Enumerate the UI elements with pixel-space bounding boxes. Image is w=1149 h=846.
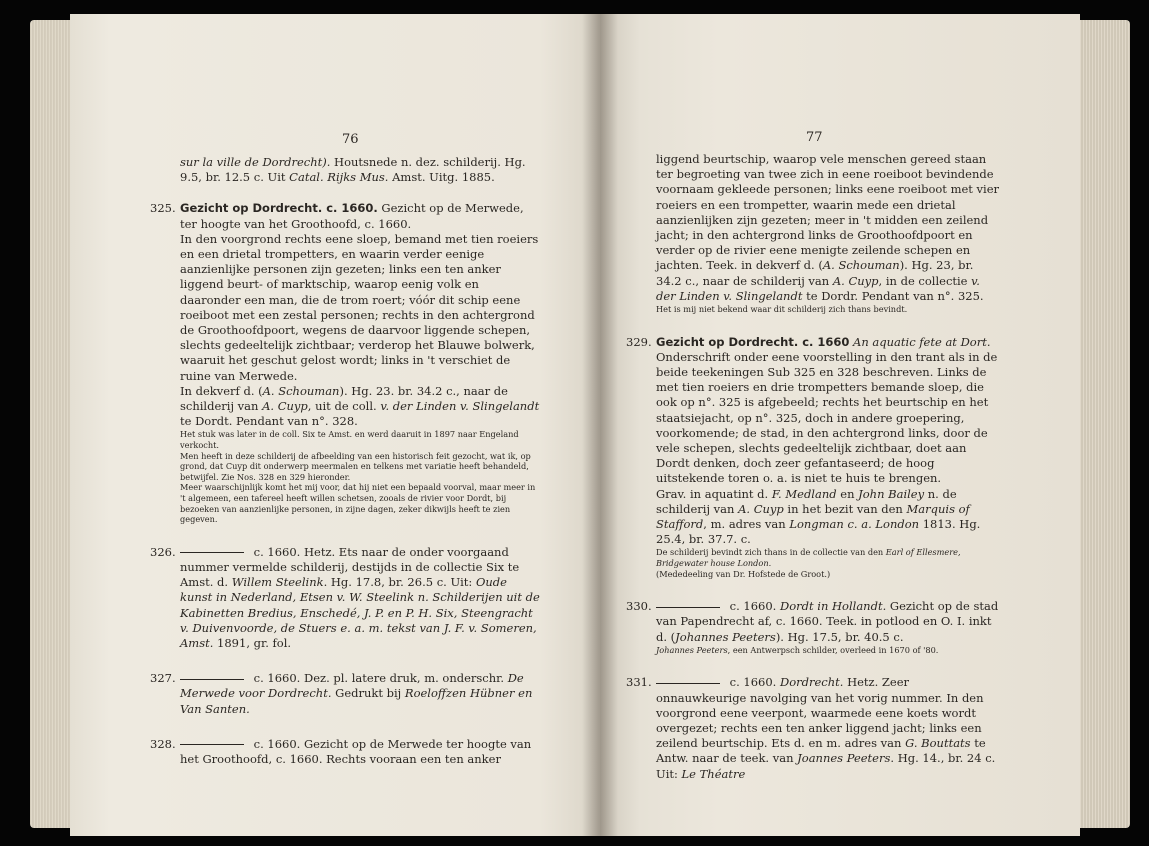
entry-number: 330. [626,599,652,614]
entry-heading: Gezicht op Dordrecht. c. 1660 [656,334,850,349]
continuation-text: liggend beurtschip, waarop vele menschen gereed staan ter begroeting van twee zich in eene roeiboot bevindende voornaam gekleede personen; links eene roeiboot met vier roeiers en een trompetter, waarin mede een drietal aanzienlijken zijn gezeten; meer in 't midden een zeilend jacht; in den achtergrond links de Groothoofdpoort en verder op de rivier eene menigte zeilende schepen en jachten. Teek. in dekverf d. (A. Schouman). Hg. 23, br. 34.2 c., naar de schilderij van A. Cuyp, in de collectie v. der Linden v. Slingelandt te Dordr. Pendant van n°. 325. [656,152,1000,303]
footnote: Meer waarschijnlijk komt het mij voor, dat hij niet een bepaald voorval, maar meer in 't algemeen, een tafereel heeft willen schetsen, zooals de rivier voor Dordt, bij bezoeken van aanzienlijke personen, in zijne dagen, zeker dikwijls heeft te zien gegeven. [180,482,536,525]
footnote: (Mededeeling van Dr. Hofstede de Groot.) [656,568,831,579]
entry-body: In den voorgrond rechts eene sloep, bemand met tien roeiers en een drietal trompetters, en waarin verder eenige aanzienlijke personen zijn gezeten; links een ten anker liggend beurt- of marktschip, waarop eenig volk en daaronder een man, die de trom roert; vóór dit schip eene roeiboot met een zestal personen; rechts in den achtergrond de Groothoofdpoort, wegens de daarvoor liggende schepen, slechts gedeeltelijk zichtbaar; verderop het Blauwe bolwerk, waaruit het geschut gelost wordt; links in 't verschiet de ruine van Merwede. [180,231,539,383]
ditto-dash [180,679,244,680]
right-column [626,152,1000,782]
page-number-right: 77 [806,130,823,145]
entry-329: 329. Gezicht op Dordrecht. c. 1660 An aquatic fete at Dort. Onderschrift onder eene voorstelling in den trant als in de beide teekeningen Sub 325 en 328 beschreven. Links de met tien roeiers en drie trompetters bemande sloep, die ook op n°. 325 is afgebeeld; rechts het beurtschip en het staatsiejacht, op n°. 325, doch in andere groepering, voorkomende; de stad, in den achtergrond links, door de vele schepen, slechts gedeeltelijk zichtbaar, doet aan Dordt denken, doch zeer gefantaseerd; de hoog uitstekende toren o. a. is niet te huis te brengen. Grav. in aquatint d. F. Medland en John Bailey n. de schilderij van A. Cuyp in het bezit van den Marquis of Stafford, m. adres van Longman c. a. London 1813. Hg. 25.4, br. 37.7. c. De schilderij bevindt zich thans in de collectie van den Earl of Ellesmere, Bridgewater house London. (Mededeeling van Dr. Hofstede de Groot.) [656,335,1000,580]
right-page [600,14,1080,836]
entry-number: 331. [626,675,652,690]
entry-328: 328. c. 1660. Gezicht op de Merwede ter hoogte van het Groothoofd, c. 1660. Rechts vooraan een ten anker [150,736,532,767]
footnote: Het is mij niet bekend waar dit schilderij zich thans bevindt. [656,304,908,315]
left-column [150,155,540,767]
entry-number: 326. [150,544,176,559]
footnote: Johannes Peeters, een Antwerpsch schilder, overleed in 1670 of '80. [656,644,939,655]
continuation-text: sur la ville de Dordrecht). Houtsnede n. dez. schilderij. Hg. 9.5, br. 12.5 c. Uit Catal. Rijks Mus. Amst. Uitg. 1885. [180,155,526,185]
entry-331: 331. c. 1660. Dordrecht. Hetz. Zeer onnauwkeurige navolging van het vorig nummer. In den voorgrond eene veerpont, waarmede eene koets wordt overgezet; rechts een ten anker liggend jacht; links een zeilend beurtschip. Ets d. en m. adres van G. Bouttats te Antw. naar de teek. van Joannes Peeters. Hg. 14., br. 24 c. Uit: Le Théatre [626,675,996,781]
entry-325: 325. Gezicht op Dordrecht. c. 1660. Gezicht op de Merwede, ter hoogte van het Groothoofd, c. 1660. In den voorgrond rechts eene sloep, bemand met tien roeiers en een drietal trompetters, en waarin verder eenige aanzienlijke personen zijn gezeten; links een ten anker liggend beurt- of marktschip, waarop eenig volk en daaronder een man, die de trom roert; vóór dit schip eene roeiboot met een zestal personen; rechts in den achtergrond de Groothoofdpoort, wegens de daarvoor liggende schepen, slechts gedeeltelijk zichtbaar; verderop het Blauwe bolwerk, waaruit het geschut gelost wordt; links in 't verschiet de ruine van Merwede. In dekverf d. (A. Schouman). Hg. 23. br. 34.2 c., naar de schilderij van A. Cuyp, uit de coll. v. der Linden v. Slingelandt te Dordt. Pendant van n°. 328. Het stuk was later in de coll. Six te Amst. en werd daaruit in 1897 naar Engeland verkocht. Men heeft in deze schilderij de afbeelding van een historisch feit gezocht, wat ik, op grond, dat Cuyp dit onderwerp meermalen en telkens met variatie heeft behandeld, betwijfel. Zie Nos. 328 en 329 hieronder. Meer waarschijnlijk komt het mij voor, dat hij niet een bepaald voorval, maar meer in 't algemeen, een tafereel heeft willen schetsen, zooals de rivier voor Dordt, bij bezoeken van aanzienlijke personen, in zijne dagen, zeker dikwijls heeft te zien gegeven. [150,201,540,525]
footnote: De schilderij bevindt zich thans in de collectie van den Earl of Ellesmere, Bridgewater house London. [656,547,961,569]
left-page [70,14,600,836]
entry-330: 330. c. 1660. Dordt in Hollandt. Gezicht op de stad van Papendrecht af, c. 1660. Teek. in potlood en O. I. inkt d. (Johannes Peeters). Hg. 17.5, br. 40.5 c. Johannes Peeters, een Antwerpsch schilder, overleed in 1670 of '80. [626,599,999,655]
entry-heading: Gezicht op Dordrecht. c. 1660. [180,201,378,216]
ditto-dash [180,552,244,553]
entry-number: 329. [626,334,652,349]
entry-326: 326. c. 1660. Hetz. Ets naar de onder voorgaand nummer vermelde schilderij, destijds in de collectie Six te Amst. d. Willem Steelink. Hg. 17.8, br. 26.5 c. Uit: Oude kunst in Nederland, Etsen v. W. Steelink n. Schilderijen uit de Kabinetten Bredius, Enschedé, J. P. en P. H. Six, Steengracht v. Duivenvoorde, de Stuers e. a. m. tekst van J. F. v. Someren, Amst. 1891, gr. fol. [150,544,540,651]
footnote: Het stuk was later in de coll. Six te Amst. en werd daaruit in 1897 naar Engeland verkocht. [180,429,519,451]
entry-number: 328. [150,736,176,751]
entry-reference: Grav. in aquatint d. F. Medland en John Bailey n. de schilderij van A. Cuyp in het bezit van den Marquis of Stafford, m. adres van Longman c. a. London 1813. Hg. 25.4, br. 37.7. c. [656,486,981,547]
ditto-dash [656,683,720,684]
entry-reference: In dekverf d. (A. Schouman). Hg. 23. br. 34.2 c., naar de schilderij van A. Cuyp, uit de coll. v. der Linden v. Slingelandt te Dordt. Pendant van n°. 328. [180,383,540,429]
ditto-dash [656,607,720,608]
ditto-dash [180,744,244,745]
footnote: Men heeft in deze schilderij de afbeelding van een historisch feit gezocht, wat ik, op grond, dat Cuyp dit onderwerp meermalen en telkens met variatie heeft behandeld, betwijfel. Zie Nos. 328 en 329 hieronder. [180,450,531,482]
book-gutter [582,14,618,836]
open-book [30,14,1130,836]
entry-number: 325. [150,201,176,216]
page-number-left: 76 [342,132,359,147]
entry-327: 327. c. 1660. Dez. pl. latere druk, m. onderschr. De Merwede voor Dordrecht. Gedrukt bij Roeloffzen Hübner en Van Santen. [150,671,533,716]
entry-number: 327. [150,671,176,686]
